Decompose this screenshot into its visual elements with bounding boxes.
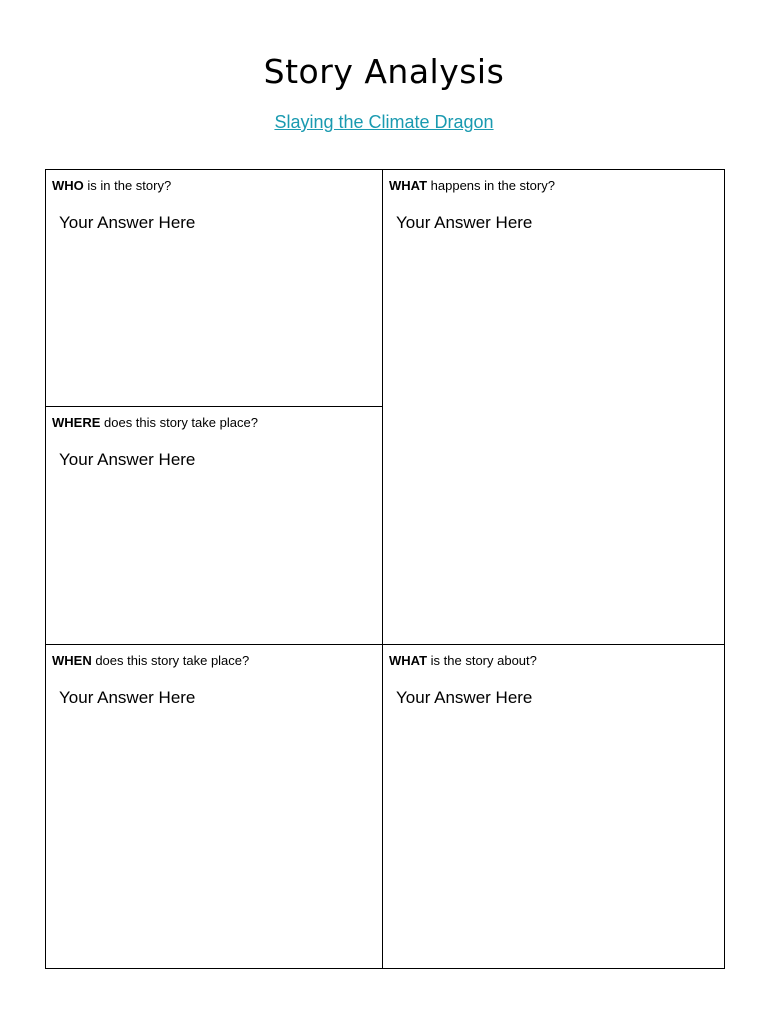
when-keyword: WHEN [52, 653, 92, 668]
where-cell [45, 406, 383, 645]
what-happens-question [389, 178, 555, 194]
when-question-text: does this story take place? [91, 653, 250, 668]
where-question [52, 415, 258, 431]
what-happens-keyword: WHAT [389, 178, 428, 193]
story-link[interactable]: Slaying the Climate Dragon [274, 112, 494, 132]
what-about-keyword: WHAT [389, 653, 428, 668]
what-about-answer[interactable]: Your Answer Here [396, 688, 533, 707]
who-question-text: is in the story? [83, 178, 172, 193]
who-question [52, 178, 171, 194]
what-happens-cell [382, 169, 725, 645]
where-answer[interactable]: Your Answer Here [59, 450, 196, 469]
what-happens-answer[interactable]: Your Answer Here [396, 213, 533, 232]
when-question [52, 653, 249, 669]
analysis-grid [45, 169, 725, 969]
what-happens-question-text: happens in the story? [427, 178, 555, 193]
what-about-question-text: is the story about? [427, 653, 537, 668]
who-cell [45, 169, 383, 407]
story-link-container [0, 111, 768, 133]
who-keyword: WHO [52, 178, 84, 193]
what-about-cell [382, 644, 725, 969]
what-about-question [389, 653, 537, 669]
when-answer[interactable]: Your Answer Here [59, 688, 196, 707]
who-answer[interactable]: Your Answer Here [59, 213, 196, 232]
page-title: Story Analysis [263, 52, 505, 91]
when-cell [45, 644, 383, 969]
where-keyword: WHERE [52, 415, 101, 430]
where-question-text: does this story take place? [100, 415, 258, 430]
